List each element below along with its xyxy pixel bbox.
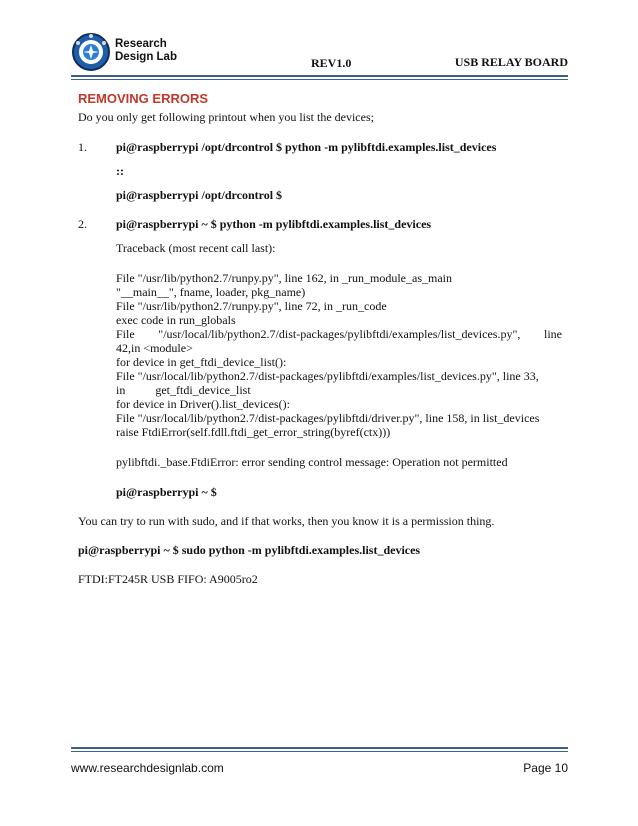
traceback-line: in get_ftdi_device_list bbox=[116, 383, 251, 397]
traceback-line: 42,in <module> bbox=[116, 341, 193, 355]
traceback-header: Traceback (most recent call last): bbox=[116, 241, 276, 255]
document-title: USB RELAY BOARD bbox=[454, 55, 568, 69]
footer-rule-thin bbox=[71, 751, 568, 752]
item-2-prompt: pi@raspberrypi ~ $ bbox=[116, 485, 217, 499]
traceback-line: File "/usr/lib/python2.7/runpy.py", line 72, in _run_code bbox=[116, 299, 387, 313]
item-2-number: 2. bbox=[78, 217, 87, 231]
footer-rule bbox=[71, 747, 568, 749]
item-1-command: pi@raspberrypi /opt/drcontrol $ python -m pylibftdi.examples.list_devices bbox=[116, 140, 497, 154]
error-message: pylibftdi._base.FtdiError: error sending control message: Operation not permitted bbox=[116, 455, 508, 469]
header-rule bbox=[71, 75, 568, 77]
traceback-line: "__main__", fname, loader, pkg_name) bbox=[116, 285, 306, 299]
page-number: Page 10 bbox=[523, 761, 568, 775]
traceback-line: raise FtdiError(self.fdll.ftdi_get_error_string(byref(ctx))) bbox=[116, 425, 391, 439]
brand-name: Research Design Lab bbox=[115, 38, 177, 63]
item-1-output: :: bbox=[116, 164, 124, 178]
traceback-line: File "/usr/lib/python2.7/runpy.py", line 162, in _run_module_as_main bbox=[116, 271, 452, 285]
traceback-line: for device in get_ftdi_device_list(): bbox=[116, 355, 287, 369]
traceback-line: File "/usr/local/lib/python2.7/dist-packages/pylibftdi/examples/list_devices.py", line bbox=[116, 327, 562, 341]
item-1-number: 1. bbox=[78, 140, 87, 154]
traceback-line: File "/usr/local/lib/python2.7/dist-packages/pylibftdi/driver.py", line 158, in list_devices bbox=[116, 411, 540, 425]
page-header bbox=[71, 30, 568, 74]
footer-website: www.researchdesignlab.com bbox=[71, 761, 224, 775]
sudo-command: pi@raspberrypi ~ $ sudo python -m pylibftdi.examples.list_devices bbox=[78, 543, 421, 557]
traceback-line: exec code in run_globals bbox=[116, 313, 236, 327]
item-2-command: pi@raspberrypi ~ $ python -m pylibftdi.examples.list_devices bbox=[116, 217, 432, 231]
traceback-line: File "/usr/local/lib/python2.7/dist-packages/pylibftdi/examples/list_devices.py", line 33, bbox=[116, 369, 539, 383]
revision-label: REV1.0 bbox=[311, 56, 352, 70]
section-heading: REMOVING ERRORS bbox=[78, 91, 209, 106]
research-design-lab-logo-icon bbox=[71, 32, 111, 72]
device-result: FTDI:FT245R USB FIFO: A9005ro2 bbox=[78, 572, 258, 586]
sudo-note: You can try to run with sudo, and if that works, then you know it is a permission thing. bbox=[78, 514, 495, 528]
item-1-prompt: pi@raspberrypi /opt/drcontrol $ bbox=[116, 188, 283, 202]
header-rule-thin bbox=[71, 79, 568, 80]
traceback-line: for device in Driver().list_devices(): bbox=[116, 397, 290, 411]
intro-text: Do you only get following printout when you list the devices; bbox=[78, 110, 374, 124]
